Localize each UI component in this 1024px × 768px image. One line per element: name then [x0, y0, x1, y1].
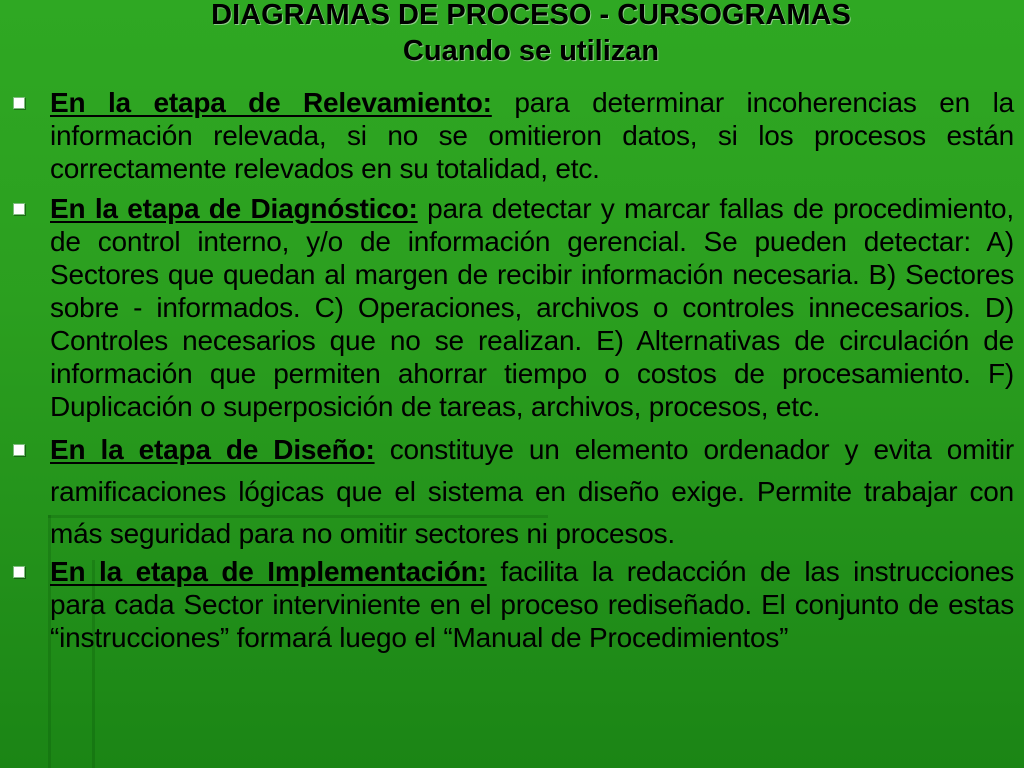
- square-bullet-icon: [13, 97, 25, 109]
- stage-label: En la etapa de Relevamiento:: [50, 87, 492, 118]
- bullet-item-implementacion: [12, 555, 1014, 654]
- stage-label: En la etapa de Diagnóstico:: [50, 193, 418, 224]
- bullet-text: para detectar y marcar fallas de procedimiento, de control interno, y/o de información gerencial. Se pueden detectar: A) Sectores que quedan al margen de recibir información necesaria. B) Sectores sobre - informados. C) Operaciones, archivos o controles innecesarios. D) Controles necesarios que no se realizan. E) Alternativas de circulación de información que permiten ahorrar tiempo o costos de procesamiento. F) Duplicación o superposición de tareas, archivos, procesos, etc.: [50, 193, 1014, 422]
- bullet-text: constituye un elemento ordenador y evita omitir ramificaciones lógicas que el sistema en diseño exige. Permite trabajar con más seguridad para no omitir sectores ni procesos.: [50, 434, 1014, 549]
- stage-label: En la etapa de Implementación:: [50, 556, 487, 587]
- bullet-text: para determinar incoherencias en la información relevada, si no se omitieron datos, si los procesos están correctamente relevados en su totalidad, etc.: [50, 87, 1014, 184]
- bullet-list: [12, 86, 1014, 654]
- bullet-item-diseno: [12, 429, 1014, 555]
- slide-title: [0, 0, 1024, 69]
- title-line-2: Cuando se utilizan: [402, 35, 660, 67]
- bullet-text: facilita la redacción de las instrucciones para cada Sector interviniente en el proceso rediseñado. El conjunto de estas “instrucciones” formará luego el “Manual de Procedimientos”: [50, 556, 1014, 653]
- square-bullet-icon: [13, 444, 25, 456]
- bullet-item-relevamiento: [12, 86, 1014, 185]
- title-line-1: DIAGRAMAS DE PROCESO - CURSOGRAMAS: [211, 0, 851, 31]
- square-bullet-icon: [13, 203, 25, 215]
- stage-label: En la etapa de Diseño:: [50, 434, 375, 465]
- square-bullet-icon: [13, 566, 25, 578]
- bullet-item-diagnostico: [12, 192, 1014, 423]
